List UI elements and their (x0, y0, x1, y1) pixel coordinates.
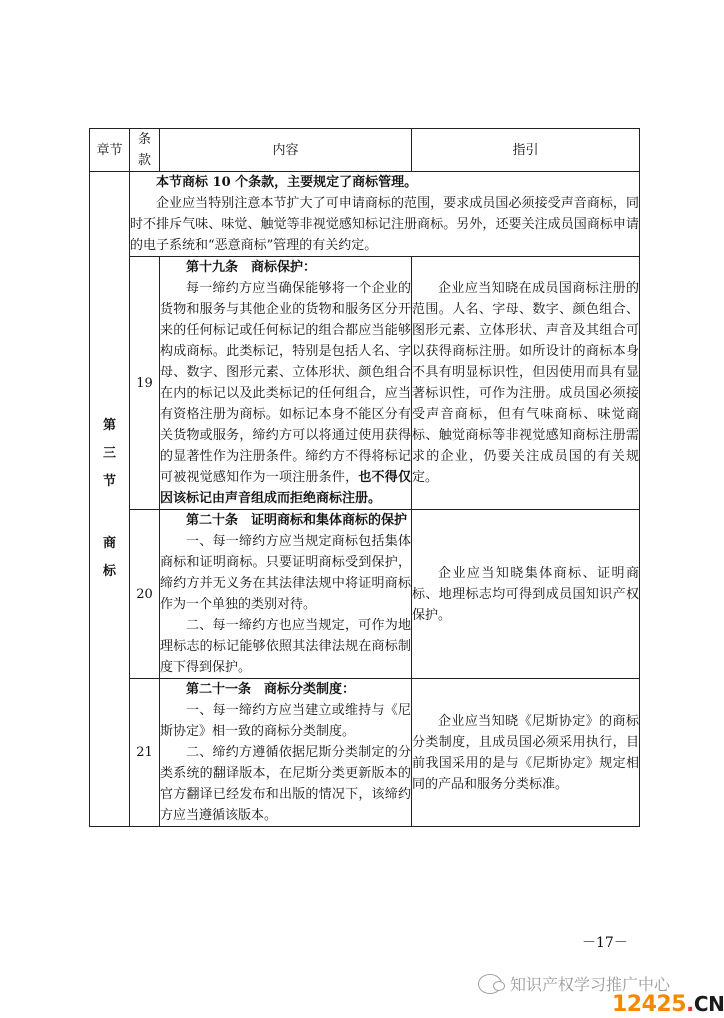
clause-number: 19 (130, 257, 160, 510)
table-row (90, 679, 640, 827)
clause-heading: 第二十条 证明商标和集体商标的保护 (186, 513, 408, 528)
watermark-text: 知识产权学习推广中心 (510, 975, 671, 994)
table-row (90, 510, 640, 679)
clause-guide (412, 510, 640, 679)
table-header-row (90, 129, 640, 172)
clause-body-bold: 也不得仅因该标记由声音组成而拒绝商标注册。 (160, 470, 411, 506)
logo-dot: . (686, 992, 694, 1017)
section-char: 节 (102, 474, 116, 489)
clause-guide (412, 257, 640, 510)
guide-text: 企业应当知晓集体商标、证明商标、地理标志均可得到成员国知识产权保护。 (412, 565, 639, 623)
clause-heading: 第十九条 商标保护： (186, 260, 317, 275)
clause-paragraph: 一、每一缔约方应当建立或维持与《尼斯协定》相一致的商标分类制度。 (160, 703, 411, 739)
clause-body-text: 每一缔约方应当确保能够将一个企业的货物和服务与其他企业的货物和服务区分开来的任何标记或任何标记的组合都应当能够构成商标。此类标记，特别是包括人名、字母、数字、图形元素、立体形状、颜色组合在内的标记以及此类标记的任何组合，应当有资格注册为商标。如标记本身不能区分有关货物或服务，缔约方可以将通过使用获得的显著性作为注册条件。缔约方不得将标记可被视觉感知作为一项注册条件， (160, 281, 411, 485)
intro-heading: 本节商标 10 个条款，主要规定了商标管理。 (156, 175, 418, 190)
clause-content (160, 510, 412, 679)
intro-cell (130, 172, 640, 257)
table-row (90, 257, 640, 510)
section-char: 商 (102, 536, 116, 551)
logo-number: 12425 (612, 992, 687, 1017)
clause-content (160, 679, 412, 827)
section-label-cell (90, 172, 130, 827)
wechat-icon (478, 974, 502, 994)
header-chapter: 章节 (90, 129, 130, 172)
intro-body: 企业应当特别注意本节扩大了可申请商标的范围，要求成员国必须接受声音商标，同时不排斥气味、味觉、触觉等非视觉感知标记注册商标。另外，还要关注成员国商标申请的电子系统和“恶意商标”管理的有关约定。 (130, 196, 639, 253)
page-number: －17－ (582, 935, 628, 951)
clause-number: 20 (130, 510, 160, 679)
section-char: 第 (102, 418, 116, 433)
clause-paragraph: 二、每一缔约方也应当规定，可作为地理标志的标记能够依照其法律法规在商标制度下得到保护。 (160, 618, 411, 675)
header-content: 内容 (160, 129, 412, 172)
clause-paragraph: 二、缔约方遵循依据尼斯分类制定的分类系统的翻译版本，在尼斯分类更新版本的官方翻译已经发布和出版的情况下，该缔约方应当遵循该版本。 (160, 745, 411, 823)
intro-row (90, 172, 640, 257)
clause-paragraph: 一、每一缔约方应当规定商标包括集体商标和证明商标。只要证明商标受到保护，缔约方并无义务在其法律法规中将证明商标作为一个单独的类别对待。 (160, 534, 411, 612)
clause-heading: 第二十一条 商标分类制度： (186, 682, 356, 697)
section-char: 标 (102, 564, 116, 579)
guide-text: 企业应当知晓《尼斯协定》的商标分类制度，且成员国必须采用执行，目前我国采用的是与《尼斯协定》规定相同的产品和服务分类标准。 (412, 713, 639, 792)
trademark-table (89, 128, 640, 827)
clause-guide (412, 679, 640, 827)
site-logo (612, 992, 724, 1017)
header-guide: 指引 (412, 129, 640, 172)
header-clause-text: 条款 (137, 132, 151, 168)
section-char: 三 (102, 446, 116, 461)
guide-text: 企业应当知晓在成员国商标注册的范围。人名、字母、数字、颜色组合、图形元素、立体形状、声音及其组合可以获得商标注册。如所设计的商标本身不具有明显标识性，但因使用而具有显著标识性，可作为注册。成员国必须接受声音商标，但有气味商标、味觉商标、触觉商标等非视觉感知商标注册需求的企业，仍要关注成员国的有关规定。 (412, 281, 639, 485)
clause-number: 21 (130, 679, 160, 827)
logo-cn: CN (693, 992, 724, 1016)
clause-body (160, 278, 411, 509)
header-clause (130, 129, 160, 172)
clause-content (160, 257, 412, 510)
